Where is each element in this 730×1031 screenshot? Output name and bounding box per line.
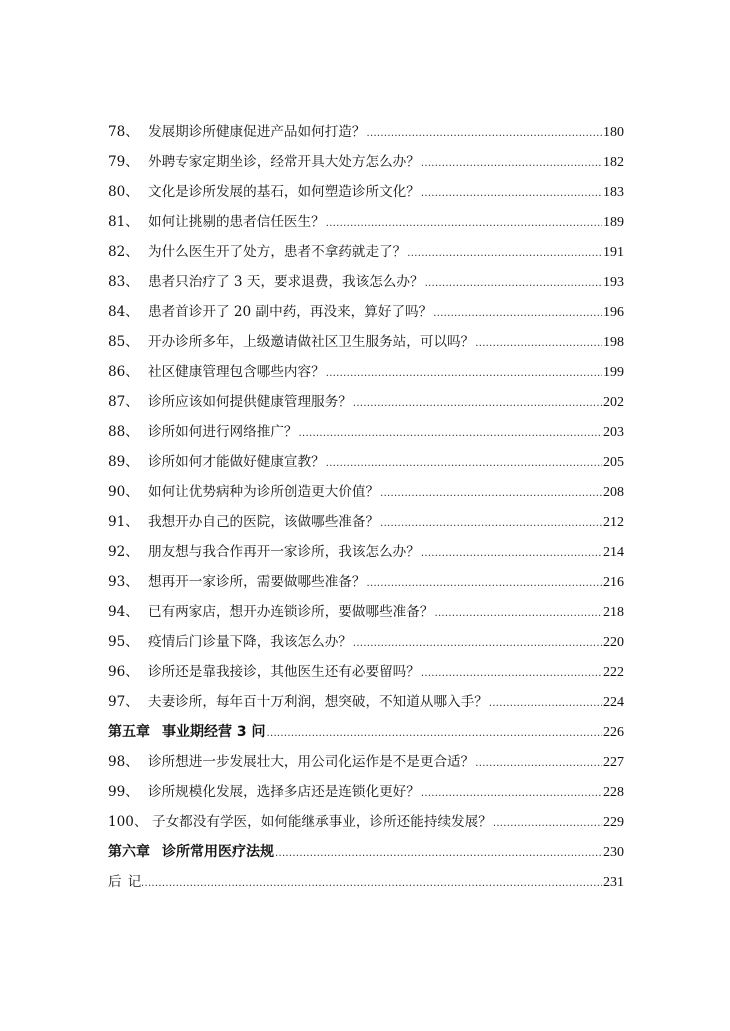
entry-number: 90、 <box>108 484 139 500</box>
toc-entry-92[interactable] <box>108 537 624 567</box>
entry-page: 228 <box>603 785 624 800</box>
entry-title: 已有两家店，想开办连锁诊所，要做哪些准备？ <box>148 604 434 620</box>
dot-leader <box>299 419 602 449</box>
toc-entry-94[interactable] <box>108 597 624 627</box>
entry-number: 98、 <box>108 754 139 770</box>
entry-page: 216 <box>603 575 624 590</box>
dot-leader <box>421 659 602 689</box>
entry-title: 外聘专家定期坐诊，经常开具大处方怎么办？ <box>148 154 420 170</box>
entry-title: 夫妻诊所，每年百十万利润，想突破，不知道从哪入手？ <box>148 694 488 710</box>
dot-leader <box>267 719 603 749</box>
entry-title: 疫情后门诊量下降，我该怎么办？ <box>148 634 352 650</box>
toc-entry-98[interactable] <box>108 747 624 777</box>
entry-title: 如何让挑剔的患者信任医生？ <box>148 214 325 230</box>
entry-page: 220 <box>603 635 624 650</box>
entry-title: 诊所规模化发展，选择多店还是连锁化更好？ <box>148 784 420 800</box>
toc-postscript[interactable] <box>108 867 624 897</box>
dot-leader <box>353 629 602 659</box>
entry-page: 229 <box>603 815 624 830</box>
dot-leader <box>353 389 602 419</box>
entry-number: 78、 <box>108 124 139 140</box>
entry-number: 84、 <box>108 304 139 320</box>
dot-leader <box>433 299 602 329</box>
dot-leader <box>141 869 602 899</box>
dot-leader <box>421 539 602 569</box>
chapter-page: 226 <box>603 725 624 740</box>
dot-leader <box>275 839 602 869</box>
entry-number: 83、 <box>108 274 139 290</box>
entry-number: 96、 <box>108 664 139 680</box>
entry-page: 189 <box>603 215 624 230</box>
entry-number: 94、 <box>108 604 139 620</box>
entry-number: 95、 <box>108 634 139 650</box>
entry-page: 218 <box>603 605 624 620</box>
dot-leader <box>493 809 602 839</box>
entry-title: 患者只治疗了 3 天，要求退费，我该怎么办？ <box>148 274 424 290</box>
toc-entry-81[interactable] <box>108 207 624 237</box>
entry-page: 208 <box>603 485 624 500</box>
toc-entry-91[interactable] <box>108 507 624 537</box>
entry-page: 224 <box>603 695 624 710</box>
dot-leader <box>380 509 602 539</box>
entry-number: 87、 <box>108 394 139 410</box>
entry-number: 99、 <box>108 784 139 800</box>
dot-leader <box>425 269 602 299</box>
entry-number: 97、 <box>108 694 139 710</box>
toc-entry-90[interactable] <box>108 477 624 507</box>
toc-entry-78[interactable] <box>108 117 624 147</box>
entry-title: 文化是诊所发展的基石，如何塑造诊所文化？ <box>148 184 420 200</box>
entry-number: 81、 <box>108 214 139 230</box>
toc-entry-88[interactable] <box>108 417 624 447</box>
toc-entry-99[interactable] <box>108 777 624 807</box>
toc-entry-89[interactable] <box>108 447 624 477</box>
chapter-title: 诊所常用医疗法规 <box>162 844 274 860</box>
postscript-label: 后记 <box>108 874 148 890</box>
dot-leader <box>434 599 602 629</box>
toc-chapter-6[interactable] <box>108 837 624 867</box>
toc-entry-84[interactable] <box>108 297 624 327</box>
dot-leader <box>326 359 602 389</box>
toc-entry-79[interactable] <box>108 147 624 177</box>
toc-entry-82[interactable] <box>108 237 624 267</box>
entry-title: 诊所应该如何提供健康管理服务？ <box>148 394 352 410</box>
entry-title: 为什么医生开了处方，患者不拿药就走了？ <box>148 244 407 260</box>
entry-number: 85、 <box>108 334 139 350</box>
entry-page: 203 <box>603 425 624 440</box>
entry-page: 205 <box>603 455 624 470</box>
entry-number: 79、 <box>108 154 139 170</box>
entry-title: 诊所还是靠我接诊，其他医生还有必要留吗？ <box>148 664 420 680</box>
entry-number: 92、 <box>108 544 139 560</box>
dot-leader <box>475 329 602 359</box>
entry-title: 子女都没有学医，如何能继承事业，诊所还能持续发展？ <box>152 814 492 830</box>
dot-leader <box>326 449 602 479</box>
dot-leader <box>380 479 602 509</box>
entry-number: 93、 <box>108 574 139 590</box>
toc-entry-86[interactable] <box>108 357 624 387</box>
entry-page: 196 <box>603 305 624 320</box>
dot-leader <box>421 149 602 179</box>
entry-number: 100、 <box>108 814 148 830</box>
entry-title: 我想开办自己的医院，该做哪些准备？ <box>148 514 380 530</box>
entry-page: 222 <box>603 665 624 680</box>
toc-entry-80[interactable] <box>108 177 624 207</box>
entry-page: 212 <box>603 515 624 530</box>
entry-title: 社区健康管理包含哪些内容？ <box>148 364 325 380</box>
postscript-page: 231 <box>603 875 624 890</box>
dot-leader <box>421 779 602 809</box>
dot-leader <box>367 119 603 149</box>
entry-page: 193 <box>603 275 624 290</box>
entry-title: 发展期诊所健康促进产品如何打造？ <box>148 124 366 140</box>
entry-page: 180 <box>603 125 624 140</box>
toc-entry-87[interactable] <box>108 387 624 417</box>
entry-number: 89、 <box>108 454 139 470</box>
toc-entry-85[interactable] <box>108 327 624 357</box>
toc-chapter-5[interactable] <box>108 717 624 747</box>
entry-page: 191 <box>603 245 624 260</box>
dot-leader <box>489 689 602 719</box>
entry-page: 214 <box>603 545 624 560</box>
entry-page: 183 <box>603 185 624 200</box>
toc-entry-96[interactable] <box>108 657 624 687</box>
entry-title: 如何让优势病种为诊所创造更大价值？ <box>148 484 380 500</box>
chapter-number: 第六章 <box>108 844 150 860</box>
entry-title: 想再开一家诊所，需要做哪些准备？ <box>148 574 366 590</box>
chapter-title: 事业期经营 3 问 <box>162 724 266 740</box>
entry-title: 诊所如何才能做好健康宣教？ <box>148 454 325 470</box>
entry-title: 诊所如何进行网络推广？ <box>148 424 298 440</box>
entry-page: 199 <box>603 365 624 380</box>
toc-entry-97[interactable] <box>108 687 624 717</box>
entry-title: 患者首诊开了 20 副中药，再没来，算好了吗？ <box>148 304 433 320</box>
entry-page: 227 <box>603 755 624 770</box>
dot-leader <box>326 209 602 239</box>
entry-number: 82、 <box>108 244 139 260</box>
toc-entry-95[interactable] <box>108 627 624 657</box>
entry-number: 86、 <box>108 364 139 380</box>
dot-leader <box>475 749 602 779</box>
entry-number: 88、 <box>108 424 139 440</box>
chapter-page: 230 <box>603 845 624 860</box>
entry-title: 朋友想与我合作再开一家诊所，我该怎么办？ <box>148 544 420 560</box>
entry-number: 91、 <box>108 514 139 530</box>
entry-title: 开办诊所多年，上级邀请做社区卫生服务站，可以吗？ <box>148 334 475 350</box>
table-of-contents <box>108 117 624 897</box>
entry-number: 80、 <box>108 184 139 200</box>
entry-page: 198 <box>603 335 624 350</box>
entry-title: 诊所想进一步发展壮大，用公司化运作是不是更合适？ <box>148 754 475 770</box>
entry-page: 202 <box>603 395 624 410</box>
dot-leader <box>367 569 603 599</box>
dot-leader <box>421 179 602 209</box>
toc-entry-100[interactable] <box>108 807 624 837</box>
chapter-number: 第五章 <box>108 724 150 740</box>
dot-leader <box>407 239 602 269</box>
toc-entry-93[interactable] <box>108 567 624 597</box>
entry-page: 182 <box>603 155 624 170</box>
toc-entry-83[interactable] <box>108 267 624 297</box>
